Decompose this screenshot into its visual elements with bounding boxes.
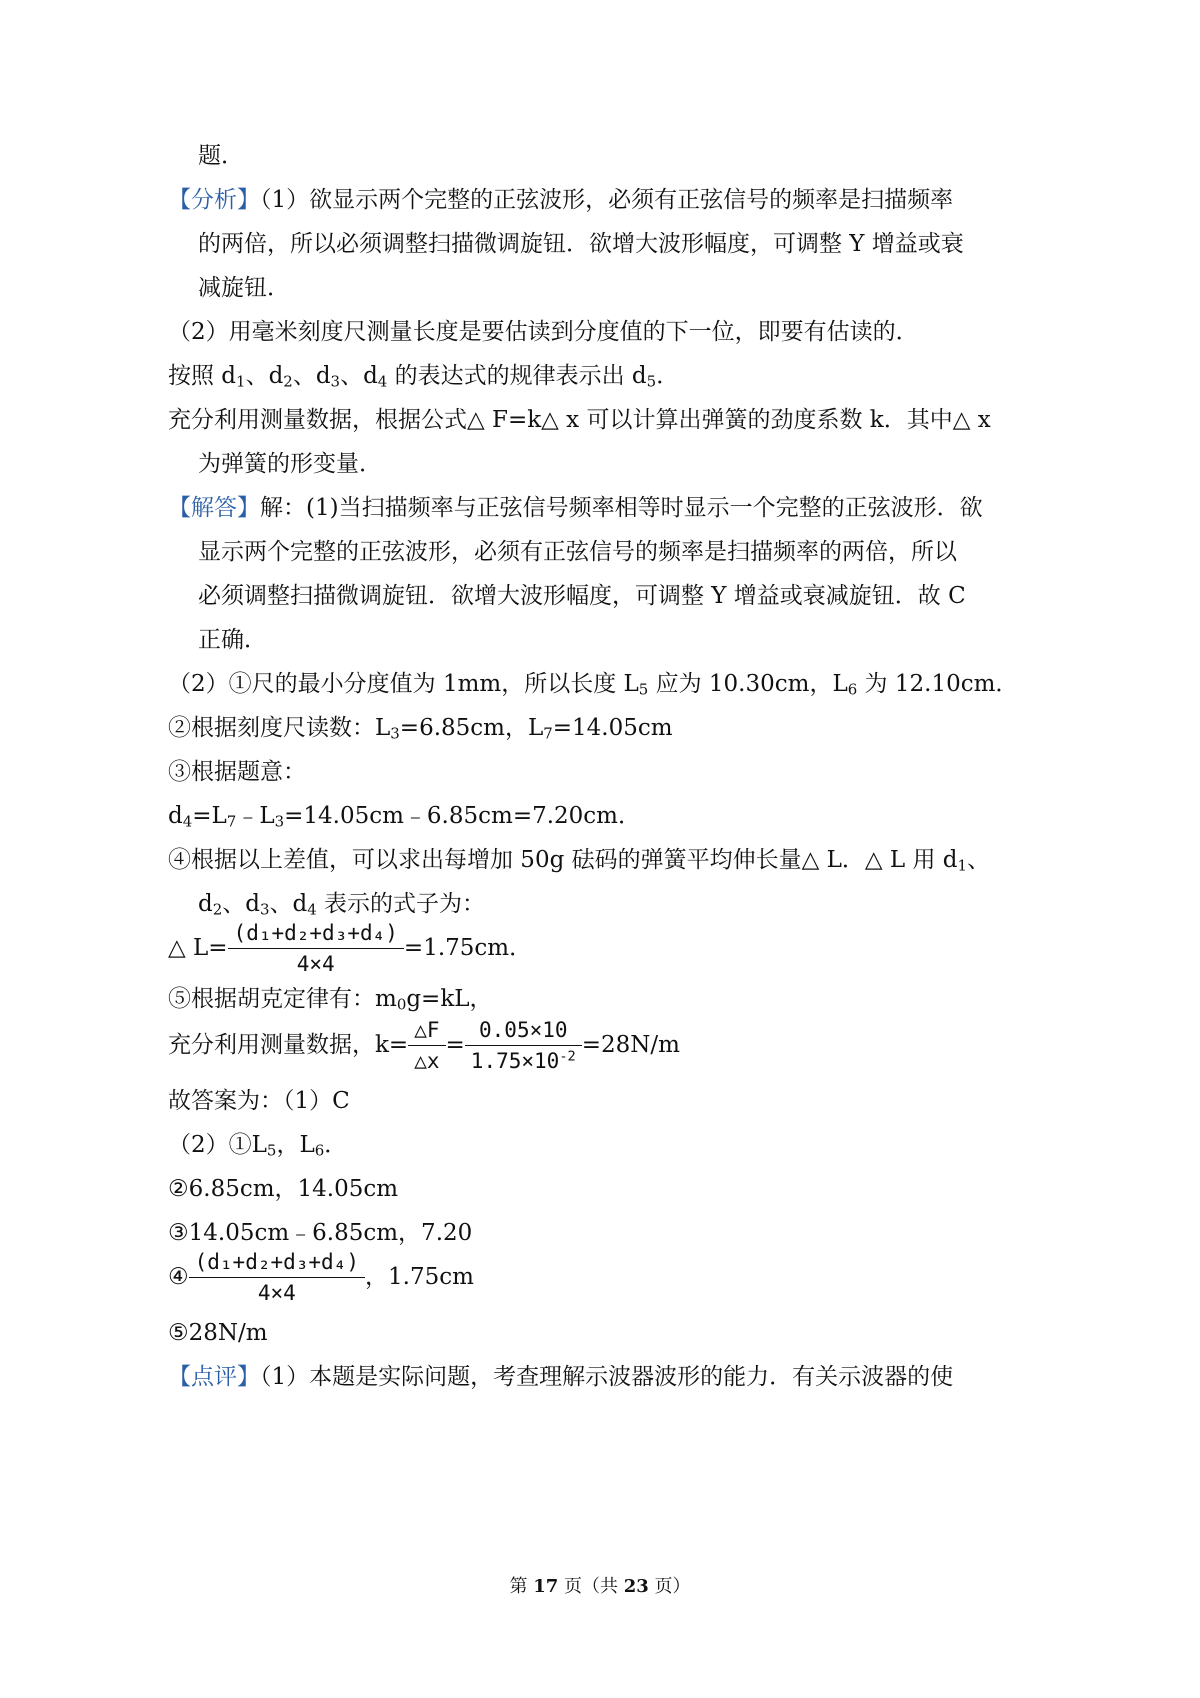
subscript: 4 [377, 372, 388, 391]
subscript: 6 [847, 680, 858, 699]
text-span: 、d [222, 891, 260, 917]
text-span: 解：(1)当扫描频率与正弦信号频率相等时显示一个完整的正弦波形．欲 [260, 495, 983, 521]
fraction-numerator: 0.05×10 [465, 1018, 582, 1046]
text-span: =28N/m [581, 1032, 680, 1059]
text-line: ③根据题意： [168, 759, 306, 785]
comment-paragraph-line [168, 1364, 953, 1392]
text-line: 题． [198, 143, 244, 169]
text-span: 、d [340, 363, 378, 389]
subscript: 5 [266, 1141, 277, 1160]
text-span: =14.05cm [552, 715, 673, 741]
subscript: 3 [330, 372, 341, 391]
current-page-number: 17 [533, 1576, 559, 1597]
text-span: =1.75cm． [403, 935, 533, 962]
total-page-number: 23 [623, 1576, 649, 1597]
text-line: 充分利用测量数据，根据公式△ F=k△ x 可以计算出弹簧的劲度系数 k．其中△ x [168, 407, 991, 433]
fraction-numerator: △F [408, 1018, 445, 1046]
text-span: （1）欲显示两个完整的正弦波形，必须有正弦信号的频率是扫描频率 [260, 187, 954, 213]
text-span: ②根据刻度尺读数：L [168, 715, 391, 741]
value-fraction [465, 1018, 582, 1074]
text-span: d [168, 803, 183, 829]
footer-suffix: 页） [648, 1576, 691, 1597]
text-line [168, 803, 641, 831]
text-span: ，L [276, 1132, 315, 1158]
text-line: ③14.05cm﹣6.85cm，7.20 [168, 1220, 473, 1246]
fraction-denominator [465, 1046, 582, 1074]
text-span: =L [192, 803, 227, 829]
sum-fraction [189, 1250, 365, 1306]
text-span: 表示的式子为： [316, 891, 486, 917]
fraction-numerator: (d₁+d₂+d₃+d₄) [228, 921, 404, 949]
subscript: 3 [259, 900, 270, 919]
exponent: -2 [559, 1048, 576, 1065]
sum-fraction [228, 921, 404, 977]
text-line [198, 891, 485, 919]
text-span: ﹣L [236, 803, 275, 829]
text-span: 充分利用测量数据，k= [168, 1032, 409, 1059]
text-line [168, 671, 1018, 699]
footer-mid: 页（共 [558, 1576, 624, 1597]
text-span: ，1.75cm [365, 1264, 474, 1291]
subscript: 4 [307, 900, 317, 919]
fraction-denominator: 4×4 [257, 1281, 296, 1306]
equals-sign: = [445, 1032, 465, 1059]
text-line [168, 986, 493, 1014]
subscript: 3 [274, 812, 285, 831]
fraction-numerator: (d₁+d₂+d₃+d₄) [189, 1250, 365, 1278]
text-line: 显示两个完整的正弦波形，必须有正弦信号的频率是扫描频率的两倍，所以 [198, 539, 957, 565]
subscript: 1 [957, 856, 968, 875]
text-line [168, 1132, 347, 1160]
subscript: 2 [212, 900, 223, 919]
answer-paragraph-line [168, 495, 983, 523]
subscript: 0 [396, 995, 407, 1014]
formula-line [168, 921, 532, 977]
page-footer [0, 1572, 1200, 1598]
text-span: （2）①尺的最小分度值为 1mm，所以长度 L [168, 671, 639, 697]
text-span: 应为 10.30cm，L [648, 671, 848, 697]
text-line: 正确． [198, 627, 267, 653]
text-span: ④根据以上差值，可以求出每增加 50g 砝码的弹簧平均伸长量△ L．△ L 用 d [168, 847, 958, 873]
subscript: 7 [543, 724, 553, 743]
text-line: ②6.85cm，14.05cm [168, 1176, 399, 1202]
text-line: 减旋钮． [198, 275, 290, 301]
text-span: 、 [967, 847, 991, 873]
subscript: 4 [182, 812, 193, 831]
text-line [168, 715, 673, 743]
text-line: 为弹簧的形变量． [198, 451, 382, 477]
subscript: 6 [314, 1141, 325, 1160]
text-span: ⑤根据胡克定律有：m [168, 986, 397, 1012]
text-line: 故答案为：（1）C [168, 1088, 350, 1114]
subscript: 3 [390, 724, 400, 743]
text-span: ． [324, 1132, 348, 1158]
text-line: （2）用毫米刻度尺测量长度是要估读到分度值的下一位，即要有估读的． [168, 319, 919, 345]
footer-prefix: 第 [509, 1576, 534, 1597]
subscript: 7 [226, 812, 237, 831]
text-span: （2）①L [168, 1132, 267, 1158]
text-line [168, 363, 679, 391]
text-span: =6.85cm，L [399, 715, 544, 741]
force-fraction [408, 1018, 445, 1074]
text-span: ④ [168, 1264, 189, 1291]
fraction-denominator: 4×4 [296, 952, 335, 977]
subscript: 5 [646, 372, 657, 391]
text-span: 、d [292, 363, 331, 389]
comment-tag: 【点评】 [168, 1364, 260, 1390]
analysis-paragraph-line [168, 187, 953, 215]
subscript: 1 [236, 372, 246, 391]
text-line [168, 847, 990, 875]
text-span: d [198, 891, 213, 917]
analysis-tag: 【分析】 [168, 187, 260, 213]
text-span: （1）本题是实际问题，考查理解示波器波形的能力．有关示波器的使 [260, 1364, 954, 1390]
text-span: 按照 d [168, 363, 237, 389]
denominator-base: 1.75×10 [470, 1049, 560, 1074]
text-span: 为 12.10cm． [857, 671, 1019, 697]
text-span: =14.05cm﹣6.85cm=7.20cm． [284, 803, 641, 829]
text-line: ⑤28N/m [168, 1320, 268, 1346]
fraction-denominator: △x [414, 1049, 440, 1074]
subscript: 2 [283, 372, 293, 391]
text-span: 、d [269, 891, 308, 917]
text-line: 的两倍，所以必须调整扫描微调旋钮．欲增大波形幅度，可调整 Y 增益或衰 [198, 231, 964, 257]
text-span: 的表达式的规律表示出 d [387, 363, 647, 389]
formula-line [168, 1018, 680, 1074]
answer-tag: 【解答】 [168, 495, 260, 521]
text-span: ． [656, 363, 680, 389]
text-span: △ L= [168, 935, 228, 962]
subscript: 5 [638, 680, 649, 699]
text-span: g=kL， [406, 986, 493, 1012]
text-span: 、d [245, 363, 284, 389]
text-line: 必须调整扫描微调旋钮．欲增大波形幅度，可调整 Y 增益或衰减旋钮．故 C [198, 583, 966, 609]
formula-line [168, 1250, 474, 1306]
